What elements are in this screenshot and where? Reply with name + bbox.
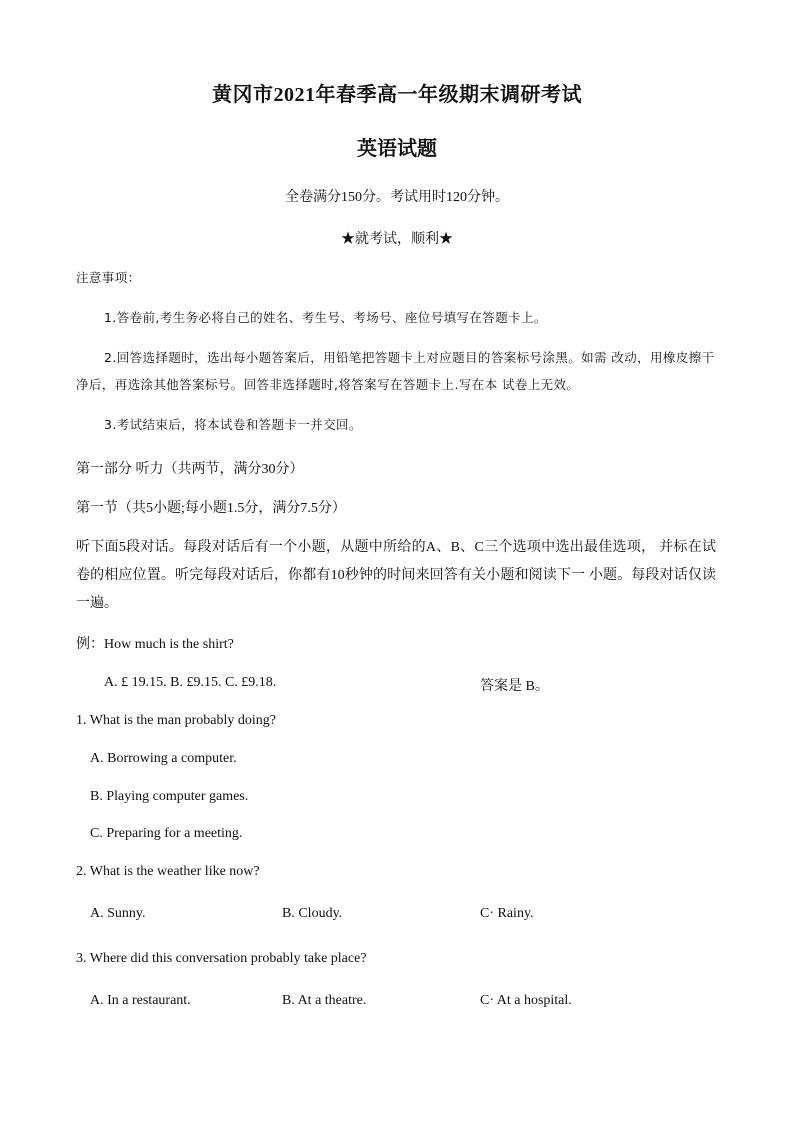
part1-instruction: 听下面5段对话。每段对话后有一个小题，从题中所给的A、B、C三个选项中选出最佳选项， 并标在试卷的相应位置。听完每段对话后，你都有10秒钟的时间来回答有关小题和阅读下一 小题。每段对话仅读一遍。 (76, 540, 716, 611)
question-1-stem: 1. What is the man probably doing? (76, 713, 276, 728)
question-3-stem: 3. Where did this conversation probably take place? (76, 951, 367, 966)
question-2-option-c: C· Rainy. (480, 906, 534, 921)
question-3-option-a: A. In a restaurant. (90, 993, 191, 1008)
notice-heading: 注意事项： (76, 270, 141, 285)
part1-heading: 第一部分 听力（共两节，满分30分） (76, 462, 304, 477)
question-2-stem: 2. What is the weather like now? (76, 864, 260, 879)
notice-item-3: 3.考试结束后，将本试卷和答题卡一并交回。 (104, 417, 362, 432)
notice-item-2: 2.回答选择题时，选出每小题答案后，用铅笔把答题卡上对应题目的答案标号涂黑。如需 改动，用橡皮擦干净后，再选涂其他答案标号。回答非选择题时,将答案写在答题卡上.写在本 试卷上无效。 (76, 350, 715, 392)
exam-info: 全卷满分150分。考试用时120分钟。 (285, 190, 509, 205)
question-1-option-b: B. Playing computer games. (90, 789, 249, 804)
question-1-option-a: A. Borrowing a computer. (90, 751, 237, 766)
example-answer: 答案是 B。 (480, 679, 549, 694)
exam-title: 黄冈市2021年春季高一年级期末调研考试 (212, 84, 582, 106)
question-3-option-c: C· At a hospital. (480, 993, 572, 1008)
question-2-option-a: A. Sunny. (90, 906, 146, 921)
question-1-option-c: C. Preparing for a meeting. (90, 826, 243, 841)
section1-heading: 第一节（共5小题;每小题1.5分，满分7.5分） (76, 501, 346, 516)
example-question: 例：How much is the shirt? (76, 637, 234, 652)
exam-subject: 英语试题 (357, 138, 437, 160)
question-2-option-b: B. Cloudy. (282, 906, 343, 921)
question-3-option-b: B. At a theatre. (282, 993, 367, 1008)
notice-item-1: 1.答卷前,考生务必将自己的姓名、考生号、考场号、座位号填写在答题卡上。 (104, 310, 547, 325)
exam-blessing: ★就考试，顺利★ (341, 232, 453, 247)
example-options: A. £ 19.15. B. £9.15. C. £9.18. (104, 675, 277, 690)
